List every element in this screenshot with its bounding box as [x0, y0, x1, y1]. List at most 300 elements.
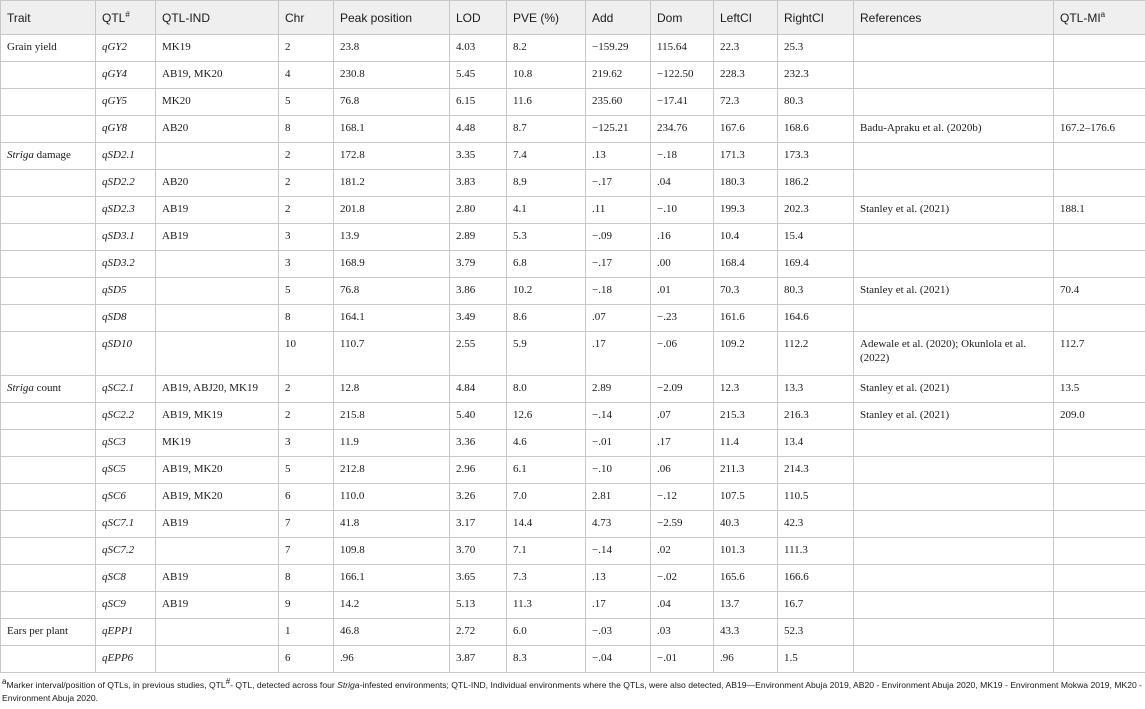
add-cell: 219.62 [586, 62, 651, 89]
leftci-cell: 101.3 [714, 538, 778, 565]
rightci-cell: 173.3 [778, 143, 854, 170]
qtl-cell: qSC9 [96, 592, 156, 619]
qtl-ind-cell [156, 619, 279, 646]
qtl-cell: qSC5 [96, 457, 156, 484]
lod-cell: 3.79 [450, 251, 507, 278]
qtl-mi-cell: 70.4 [1054, 278, 1145, 305]
add-cell: −125.21 [586, 116, 651, 143]
qtl-ind-cell [156, 305, 279, 332]
leftci-cell: 215.3 [714, 403, 778, 430]
leftci-cell: 11.4 [714, 430, 778, 457]
leftci-cell: 228.3 [714, 62, 778, 89]
dom-cell: .04 [651, 592, 714, 619]
header-qtl: QTL# [96, 1, 156, 35]
qtl-cell: qSD2.3 [96, 197, 156, 224]
dom-cell: −.23 [651, 305, 714, 332]
chr-cell: 3 [279, 430, 334, 457]
add-cell: −.03 [586, 619, 651, 646]
qtl-ind-cell: AB19, ABJ20, MK19 [156, 376, 279, 403]
leftci-cell: 161.6 [714, 305, 778, 332]
table-body [1, 35, 1145, 673]
qtl-mi-cell [1054, 484, 1145, 511]
table-row [1, 116, 1145, 143]
peak-cell: 41.8 [334, 511, 450, 538]
add-cell: −159.29 [586, 35, 651, 62]
pve-cell: 11.3 [507, 592, 586, 619]
rightci-cell: 52.3 [778, 619, 854, 646]
peak-cell: 23.8 [334, 35, 450, 62]
references-cell [854, 170, 1054, 197]
chr-cell: 2 [279, 143, 334, 170]
qtl-mi-cell [1054, 619, 1145, 646]
trait-cell [1, 646, 96, 673]
rightci-cell: 216.3 [778, 403, 854, 430]
chr-cell: 1 [279, 619, 334, 646]
rightci-cell: 16.7 [778, 592, 854, 619]
lod-cell: 3.26 [450, 484, 507, 511]
qtl-mi-cell [1054, 457, 1145, 484]
pve-cell: 7.4 [507, 143, 586, 170]
pve-cell: 7.3 [507, 565, 586, 592]
lod-cell: 2.55 [450, 332, 507, 376]
trait-cell [1, 278, 96, 305]
leftci-cell: 13.7 [714, 592, 778, 619]
header-peak-position: Peak position [334, 1, 450, 35]
qtl-ind-cell [156, 332, 279, 376]
chr-cell: 4 [279, 62, 334, 89]
references-cell [854, 538, 1054, 565]
add-cell: .11 [586, 197, 651, 224]
chr-cell: 2 [279, 35, 334, 62]
qtl-cell: qEPP6 [96, 646, 156, 673]
peak-cell: 201.8 [334, 197, 450, 224]
trait-cell [1, 332, 96, 376]
leftci-cell: 211.3 [714, 457, 778, 484]
add-cell: −.14 [586, 403, 651, 430]
references-cell [854, 457, 1054, 484]
trait-cell [1, 62, 96, 89]
add-cell: −.04 [586, 646, 651, 673]
qtl-mi-cell [1054, 538, 1145, 565]
qtl-mi-cell: 167.2–176.6 [1054, 116, 1145, 143]
header-references: References [854, 1, 1054, 35]
table-row [1, 143, 1145, 170]
chr-cell: 5 [279, 278, 334, 305]
table-footnote: $^a$Marker interval/position of QTLs, in previous studies, QTL#- QTL, detected across four Striga-infested environments; QTL-IND, Individual environments where the QTLs, were also detected, AB19—Environment Abuja 2019, AB20 - Environment Abuja 2020, MK19 - Environment Mokwa 2019, MK20 - Environment Abuja 2020. [2, 677, 1143, 703]
qtl-ind-cell: MK20 [156, 89, 279, 116]
table-row [1, 251, 1145, 278]
rightci-cell: 232.3 [778, 62, 854, 89]
lod-cell: 4.03 [450, 35, 507, 62]
dom-cell: .03 [651, 619, 714, 646]
add-cell: −.18 [586, 278, 651, 305]
dom-cell: −.02 [651, 565, 714, 592]
add-cell: −.17 [586, 170, 651, 197]
add-cell: .17 [586, 332, 651, 376]
rightci-cell: 80.3 [778, 89, 854, 116]
chr-cell: 2 [279, 376, 334, 403]
trait-cell [1, 89, 96, 116]
trait-cell [1, 430, 96, 457]
qtl-mi-cell: 209.0 [1054, 403, 1145, 430]
rightci-cell: 164.6 [778, 305, 854, 332]
pve-cell: 10.8 [507, 62, 586, 89]
dom-cell: −.01 [651, 646, 714, 673]
references-cell: Stanley et al. (2021) [854, 403, 1054, 430]
header-rightci: RightCI [778, 1, 854, 35]
dom-cell: .01 [651, 278, 714, 305]
leftci-cell: 70.3 [714, 278, 778, 305]
header-row [1, 1, 1145, 35]
qtl-cell: qSD10 [96, 332, 156, 376]
pve-cell: 7.1 [507, 538, 586, 565]
rightci-cell: 1.5 [778, 646, 854, 673]
dom-cell: 115.64 [651, 35, 714, 62]
pve-cell: 5.3 [507, 224, 586, 251]
lod-cell: 3.35 [450, 143, 507, 170]
lod-cell: 2.72 [450, 619, 507, 646]
table-row [1, 619, 1145, 646]
lod-cell: 6.15 [450, 89, 507, 116]
peak-cell: 164.1 [334, 305, 450, 332]
pve-cell: 11.6 [507, 89, 586, 116]
qtl-ind-cell: MK19 [156, 430, 279, 457]
dom-cell: 234.76 [651, 116, 714, 143]
header-qtl-mi: QTL-$MI^a$ [1054, 1, 1145, 35]
rightci-cell: 168.6 [778, 116, 854, 143]
lod-cell: 5.40 [450, 403, 507, 430]
pve-cell: 8.0 [507, 376, 586, 403]
dom-cell: −17.41 [651, 89, 714, 116]
lod-cell: 4.48 [450, 116, 507, 143]
table-row [1, 224, 1145, 251]
header-add: Add [586, 1, 651, 35]
qtl-cell: qSD3.1 [96, 224, 156, 251]
qtl-cell: qSD5 [96, 278, 156, 305]
table-row [1, 376, 1145, 403]
qtl-mi-cell [1054, 143, 1145, 170]
references-cell [854, 592, 1054, 619]
qtl-cell: qGY2 [96, 35, 156, 62]
add-cell: −.10 [586, 457, 651, 484]
references-cell [854, 251, 1054, 278]
references-cell: Adewale et al. (2020); Okunlola et al. (2022) [854, 332, 1054, 376]
header-trait: Trait [1, 1, 96, 35]
chr-cell: 2 [279, 403, 334, 430]
table-row [1, 35, 1145, 62]
peak-cell: 166.1 [334, 565, 450, 592]
qtl-mi-cell [1054, 35, 1145, 62]
chr-cell: 3 [279, 224, 334, 251]
leftci-cell: 107.5 [714, 484, 778, 511]
references-cell [854, 430, 1054, 457]
lod-cell: 3.70 [450, 538, 507, 565]
table-row [1, 511, 1145, 538]
add-cell: 2.81 [586, 484, 651, 511]
peak-cell: 12.8 [334, 376, 450, 403]
trait-cell: Ears per plant [1, 619, 96, 646]
table-row [1, 403, 1145, 430]
peak-cell: .96 [334, 646, 450, 673]
chr-cell: 5 [279, 89, 334, 116]
qtl-cell: qSC3 [96, 430, 156, 457]
dom-cell: −.06 [651, 332, 714, 376]
rightci-cell: 110.5 [778, 484, 854, 511]
qtl-mi-cell [1054, 89, 1145, 116]
peak-cell: 110.7 [334, 332, 450, 376]
trait-cell [1, 224, 96, 251]
lod-cell: 3.36 [450, 430, 507, 457]
references-cell [854, 89, 1054, 116]
lod-cell: 3.86 [450, 278, 507, 305]
dom-cell: −2.09 [651, 376, 714, 403]
table-row [1, 305, 1145, 332]
peak-cell: 11.9 [334, 430, 450, 457]
dom-cell: −.18 [651, 143, 714, 170]
chr-cell: 9 [279, 592, 334, 619]
table-row [1, 484, 1145, 511]
peak-cell: 212.8 [334, 457, 450, 484]
qtl-cell: qEPP1 [96, 619, 156, 646]
header-dom: Dom [651, 1, 714, 35]
qtl-cell: qSC2.2 [96, 403, 156, 430]
add-cell: −.14 [586, 538, 651, 565]
lod-cell: 5.45 [450, 62, 507, 89]
dom-cell: −2.59 [651, 511, 714, 538]
qtl-ind-cell: AB20 [156, 116, 279, 143]
dom-cell: .07 [651, 403, 714, 430]
pve-cell: 10.2 [507, 278, 586, 305]
pve-cell: 8.2 [507, 35, 586, 62]
trait-cell [1, 170, 96, 197]
qtl-cell: qSC7.1 [96, 511, 156, 538]
references-cell: Stanley et al. (2021) [854, 278, 1054, 305]
rightci-cell: 15.4 [778, 224, 854, 251]
peak-cell: 181.2 [334, 170, 450, 197]
leftci-cell: 43.3 [714, 619, 778, 646]
qtl-cell: qSD2.1 [96, 143, 156, 170]
qtl-ind-cell: AB19 [156, 592, 279, 619]
chr-cell: 8 [279, 565, 334, 592]
qtl-cell: qSC6 [96, 484, 156, 511]
dom-cell: .06 [651, 457, 714, 484]
qtl-mi-cell [1054, 592, 1145, 619]
chr-cell: 5 [279, 457, 334, 484]
leftci-cell: 12.3 [714, 376, 778, 403]
trait-cell: Grain yield [1, 35, 96, 62]
leftci-cell: 168.4 [714, 251, 778, 278]
peak-cell: 13.9 [334, 224, 450, 251]
qtl-mi-cell: 13.5 [1054, 376, 1145, 403]
leftci-cell: 171.3 [714, 143, 778, 170]
references-cell [854, 143, 1054, 170]
trait-cell [1, 116, 96, 143]
table-row [1, 278, 1145, 305]
peak-cell: 168.9 [334, 251, 450, 278]
qtl-ind-cell [156, 251, 279, 278]
trait-cell: Striga count [1, 376, 96, 403]
qtl-ind-cell: AB19, MK19 [156, 403, 279, 430]
lod-cell: 2.89 [450, 224, 507, 251]
peak-cell: 109.8 [334, 538, 450, 565]
table-row [1, 565, 1145, 592]
trait-cell [1, 457, 96, 484]
leftci-cell: 109.2 [714, 332, 778, 376]
add-cell: .17 [586, 592, 651, 619]
table-row [1, 62, 1145, 89]
qtl-ind-cell: AB19 [156, 511, 279, 538]
lod-cell: 3.83 [450, 170, 507, 197]
qtl-ind-cell: AB19 [156, 197, 279, 224]
chr-cell: 8 [279, 116, 334, 143]
peak-cell: 230.8 [334, 62, 450, 89]
rightci-cell: 112.2 [778, 332, 854, 376]
dom-cell: −.12 [651, 484, 714, 511]
qtl-mi-cell [1054, 251, 1145, 278]
references-cell [854, 484, 1054, 511]
references-cell [854, 62, 1054, 89]
rightci-cell: 13.3 [778, 376, 854, 403]
qtl-cell: qSD3.2 [96, 251, 156, 278]
trait-cell [1, 592, 96, 619]
qtl-ind-cell [156, 143, 279, 170]
trait-cell: Striga damage [1, 143, 96, 170]
add-cell: 4.73 [586, 511, 651, 538]
pve-cell: 6.1 [507, 457, 586, 484]
lod-cell: 3.49 [450, 305, 507, 332]
header-lod: LOD [450, 1, 507, 35]
peak-cell: 172.8 [334, 143, 450, 170]
add-cell: 2.89 [586, 376, 651, 403]
rightci-cell: 169.4 [778, 251, 854, 278]
qtl-mi-cell [1054, 511, 1145, 538]
table-row [1, 538, 1145, 565]
dom-cell: −122.50 [651, 62, 714, 89]
add-cell: 235.60 [586, 89, 651, 116]
qtl-cell: qSC2.1 [96, 376, 156, 403]
pve-cell: 6.0 [507, 619, 586, 646]
peak-cell: 14.2 [334, 592, 450, 619]
qtl-cell: qSD8 [96, 305, 156, 332]
leftci-cell: 180.3 [714, 170, 778, 197]
lod-cell: 2.80 [450, 197, 507, 224]
pve-cell: 6.8 [507, 251, 586, 278]
references-cell [854, 511, 1054, 538]
lod-cell: 3.65 [450, 565, 507, 592]
qtl-mi-cell [1054, 646, 1145, 673]
peak-cell: 215.8 [334, 403, 450, 430]
table-row [1, 170, 1145, 197]
table-row [1, 457, 1145, 484]
qtl-mi-cell [1054, 62, 1145, 89]
references-cell [854, 305, 1054, 332]
trait-cell [1, 484, 96, 511]
dom-cell: .04 [651, 170, 714, 197]
lod-cell: 2.96 [450, 457, 507, 484]
dom-cell: .16 [651, 224, 714, 251]
chr-cell: 3 [279, 251, 334, 278]
rightci-cell: 166.6 [778, 565, 854, 592]
qtl-ind-cell [156, 646, 279, 673]
dom-cell: .00 [651, 251, 714, 278]
qtl-mi-cell: 188.1 [1054, 197, 1145, 224]
lod-cell: 5.13 [450, 592, 507, 619]
peak-cell: 168.1 [334, 116, 450, 143]
pve-cell: 7.0 [507, 484, 586, 511]
add-cell: .13 [586, 565, 651, 592]
dom-cell: −.10 [651, 197, 714, 224]
header-leftci: LeftCI [714, 1, 778, 35]
add-cell: −.09 [586, 224, 651, 251]
trait-cell [1, 251, 96, 278]
pve-cell: 8.3 [507, 646, 586, 673]
qtl-mi-cell [1054, 565, 1145, 592]
pve-cell: 8.6 [507, 305, 586, 332]
header-pve: PVE (%) [507, 1, 586, 35]
qtl-ind-cell [156, 538, 279, 565]
header-chr: Chr [279, 1, 334, 35]
rightci-cell: 42.3 [778, 511, 854, 538]
qtl-cell: qGY5 [96, 89, 156, 116]
table-row [1, 430, 1145, 457]
peak-cell: 76.8 [334, 89, 450, 116]
qtl-ind-cell: AB19 [156, 224, 279, 251]
trait-cell [1, 305, 96, 332]
qtl-mi-cell: 112.7 [1054, 332, 1145, 376]
rightci-cell: 80.3 [778, 278, 854, 305]
trait-cell [1, 197, 96, 224]
qtl-cell: qGY8 [96, 116, 156, 143]
chr-cell: 7 [279, 538, 334, 565]
leftci-cell: 72.3 [714, 89, 778, 116]
references-cell [854, 224, 1054, 251]
qtl-ind-cell: AB19 [156, 565, 279, 592]
rightci-cell: 186.2 [778, 170, 854, 197]
rightci-cell: 25.3 [778, 35, 854, 62]
references-cell: Stanley et al. (2021) [854, 376, 1054, 403]
references-cell [854, 565, 1054, 592]
trait-cell [1, 538, 96, 565]
peak-cell: 110.0 [334, 484, 450, 511]
pve-cell: 8.7 [507, 116, 586, 143]
references-cell [854, 619, 1054, 646]
references-cell [854, 35, 1054, 62]
chr-cell: 2 [279, 170, 334, 197]
references-cell: Stanley et al. (2021) [854, 197, 1054, 224]
references-cell [854, 646, 1054, 673]
leftci-cell: 199.3 [714, 197, 778, 224]
chr-cell: 7 [279, 511, 334, 538]
add-cell: .13 [586, 143, 651, 170]
qtl-cell: qSC8 [96, 565, 156, 592]
trait-cell [1, 511, 96, 538]
qtl-mi-cell [1054, 170, 1145, 197]
qtl-ind-cell: AB19, MK20 [156, 484, 279, 511]
qtl-cell: qGY4 [96, 62, 156, 89]
pve-cell: 8.9 [507, 170, 586, 197]
rightci-cell: 13.4 [778, 430, 854, 457]
qtl-cell: qSD2.2 [96, 170, 156, 197]
lod-cell: 3.17 [450, 511, 507, 538]
chr-cell: 6 [279, 484, 334, 511]
chr-cell: 10 [279, 332, 334, 376]
add-cell: .07 [586, 305, 651, 332]
pve-cell: 4.1 [507, 197, 586, 224]
leftci-cell: .96 [714, 646, 778, 673]
pve-cell: 14.4 [507, 511, 586, 538]
header-qtl-ind: QTL-IND [156, 1, 279, 35]
add-cell: −.01 [586, 430, 651, 457]
